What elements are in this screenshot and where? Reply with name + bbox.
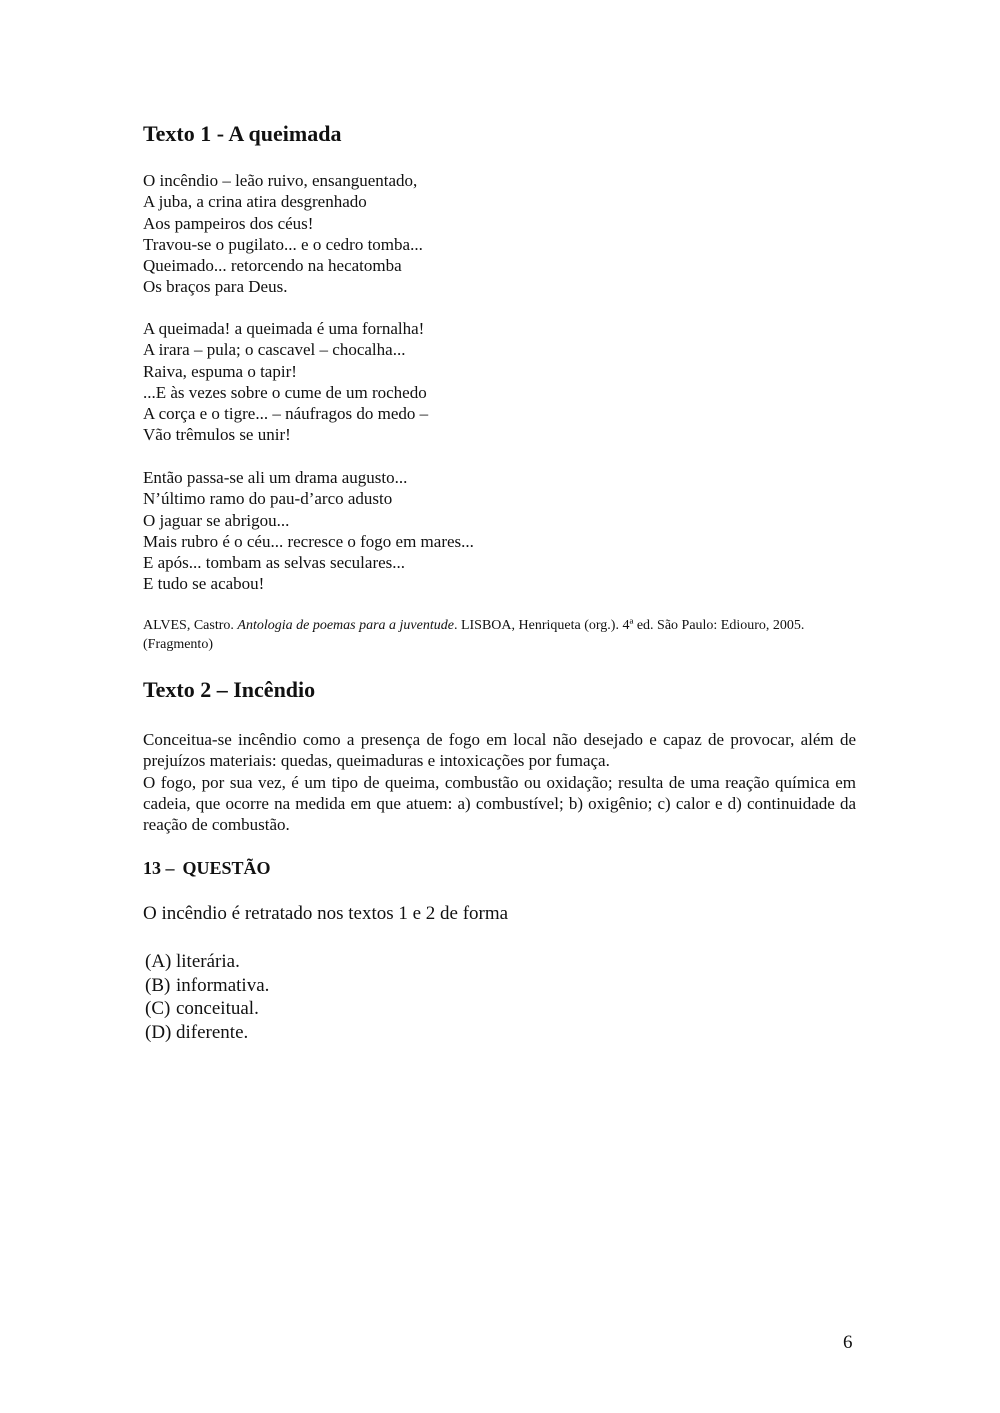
poem-line: Vão trêmulos se unir! <box>143 425 291 445</box>
option-text: diferente. <box>176 1021 249 1043</box>
question-number: 13 – <box>143 858 175 878</box>
option-text: conceitual. <box>176 998 259 1019</box>
poem-line: Então passa-se ali um drama augusto... <box>143 468 408 487</box>
poem-line: E tudo se acabou! <box>143 574 265 594</box>
poem-stanza-1 <box>143 170 423 298</box>
answer-option-d[interactable] <box>145 1021 269 1045</box>
answer-option-a[interactable] <box>145 950 269 974</box>
answer-option-b[interactable] <box>145 974 269 998</box>
texto2-paragraph-2: O fogo, por sua vez, é um tipo de queima, combustão ou oxidação; resulta de uma reação química em cadeia, que ocorre na medida em que atuem: a) combustível; b) oxigênio; c) calor e d) continuidade da reação de combustão. <box>143 772 856 835</box>
poem-line: Raiva, espuma o tapir! <box>143 361 297 381</box>
option-letter: (D) <box>145 1021 172 1043</box>
poem-line: Queimado... retorcendo na hecatomba <box>143 256 402 276</box>
poem-line: A corça e o tigre... – náufragos do medo – <box>143 404 429 424</box>
poem-line: A irara – pula; o cascavel – chocalha... <box>143 340 406 360</box>
poem-line: O incêndio – leão ruivo, ensanguentado, <box>143 171 418 190</box>
question-label: QUESTÃO <box>182 858 271 878</box>
poem-line: N’último ramo do pau-d’arco adusto <box>143 489 393 509</box>
question-heading <box>143 858 271 879</box>
citation-work-title: Antologia de poemas para a juventude <box>237 618 454 633</box>
option-text: literária. <box>176 951 240 972</box>
poem-stanza-2 <box>143 318 428 446</box>
page-number: 6 <box>843 1332 853 1353</box>
citation-author: ALVES, Castro. <box>143 618 234 633</box>
texto2-body <box>143 729 856 835</box>
question-stem: O incêndio é retratado nos textos 1 e 2 de forma <box>143 903 509 924</box>
option-letter: (B) <box>145 974 171 996</box>
poem-line: A juba, a crina atira desgrenhado <box>143 192 367 212</box>
answer-option-c[interactable] <box>145 997 269 1021</box>
poem-line: O jaguar se abrigou... <box>143 510 290 530</box>
poem-line: Os braços para Deus. <box>143 277 288 297</box>
poem-line: ...E às vezes sobre o cume de um rochedo <box>143 382 427 402</box>
poem-line: Mais rubro é o céu... recresce o fogo em mares... <box>143 531 474 551</box>
answer-options <box>145 950 269 1044</box>
poem-line: Aos pampeiros dos céus! <box>143 213 314 233</box>
texto2-paragraph-1: Conceitua-se incêndio como a presença de fogo em local não desejado e capaz de provocar, além de prejuízos materiais: quedas, queimaduras e intoxicações por fumaça. <box>143 730 856 771</box>
poem-line: A queimada! a queimada é uma fornalha! <box>143 319 425 338</box>
option-letter: (A) <box>145 951 172 972</box>
texto2-title: Texto 2 – Incêndio <box>143 677 316 702</box>
poem-line: Travou-se o pugilato... e o cedro tomba... <box>143 234 423 254</box>
poem-citation <box>143 617 858 654</box>
poem-stanza-3 <box>143 467 474 595</box>
texto1-title: Texto 1 - A queimada <box>143 121 342 146</box>
option-text: informativa. <box>176 974 270 996</box>
poem-line: E após... tombam as selvas seculares... <box>143 553 406 573</box>
citation-details: . LISBOA, Henriqueta (org.). 4ª ed. São Paulo: Ediouro, 2005. (Fragmento) <box>143 618 805 652</box>
option-letter: (C) <box>145 998 171 1019</box>
